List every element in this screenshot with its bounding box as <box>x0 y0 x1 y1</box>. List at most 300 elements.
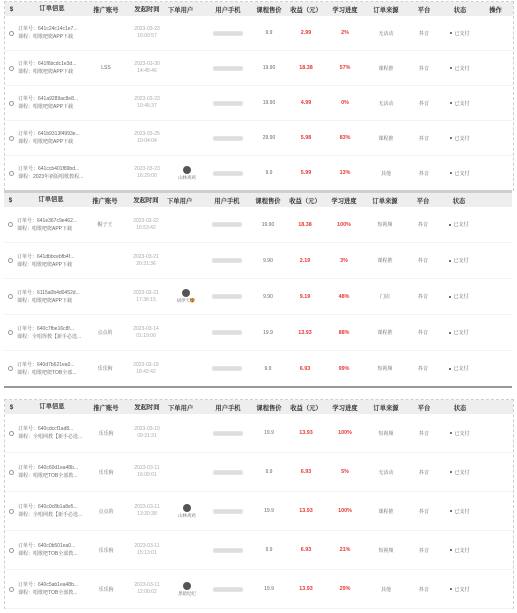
course-name: 课程：唱歌吧爬APP下载 <box>18 139 74 145</box>
header-cell: 课程售价 <box>256 404 282 412</box>
order-table-3 <box>4 399 514 609</box>
status-label: 已支付 <box>454 30 470 37</box>
header-cell: $ <box>9 403 14 411</box>
status <box>442 430 478 437</box>
status-dot-icon <box>450 549 452 551</box>
phone-blurred <box>213 66 243 71</box>
order-source: 其他 <box>380 586 391 593</box>
income: 13.93 <box>298 329 312 336</box>
start-time <box>125 218 167 232</box>
order-source: 课程推 <box>378 508 394 515</box>
start-time <box>125 290 167 304</box>
status <box>442 135 478 142</box>
platform: 抖音 <box>418 547 429 554</box>
start-time <box>126 465 168 479</box>
status-dot-icon <box>449 224 451 226</box>
income: 13.93 <box>299 586 313 592</box>
order-info <box>17 289 85 305</box>
platform: 抖音 <box>417 330 428 336</box>
course-price: 9.90 <box>263 257 273 264</box>
header-cell: 学习进度 <box>332 6 358 14</box>
order-source: 短视频 <box>378 430 394 437</box>
radio-icon[interactable] <box>9 548 14 553</box>
promo-account: 点点的 <box>97 330 113 336</box>
start-date: 2023-03-18 <box>133 361 159 368</box>
start-time <box>125 254 167 268</box>
status-label: 已支付 <box>454 100 470 107</box>
start-clock: 10:04:04 <box>137 138 157 144</box>
row-select[interactable] <box>5 587 18 592</box>
radio-icon[interactable] <box>9 587 14 592</box>
study-progress: 29% <box>339 586 351 592</box>
income: 2.99 <box>300 30 312 36</box>
radio-icon[interactable] <box>8 222 13 227</box>
user-phone <box>206 587 250 592</box>
order-user <box>168 504 206 519</box>
row-select[interactable] <box>4 330 17 335</box>
course-name: 课程：全唱网教【新手必选... <box>18 512 83 518</box>
status-label: 已支付 <box>454 547 470 554</box>
table-row[interactable] <box>5 570 513 609</box>
order-source: 无活动 <box>378 30 394 37</box>
order-info <box>18 60 86 76</box>
user-phone <box>205 222 249 227</box>
promo-account: LSS <box>101 65 111 71</box>
income: 13.93 <box>299 508 313 514</box>
phone-blurred <box>213 587 243 592</box>
radio-icon[interactable] <box>9 509 14 514</box>
order-source: 无活动 <box>378 469 394 476</box>
table-row[interactable] <box>5 414 513 453</box>
header-cell: 下单用户 <box>168 404 194 412</box>
row-select[interactable] <box>4 294 17 299</box>
start-date: 2023-03-14 <box>133 325 159 332</box>
header-cell: 用户手机 <box>215 404 241 412</box>
course-name: 课程：唱歌吧爬APP下载 <box>18 69 74 75</box>
radio-icon[interactable] <box>9 431 14 436</box>
header-cell: 课程售价 <box>256 6 282 14</box>
header-cell: 用户手机 <box>215 6 241 14</box>
table-row[interactable] <box>5 121 513 156</box>
status-dot-icon <box>450 102 452 104</box>
course-name: 课程：2023年新版唱歌教程... <box>18 174 84 180</box>
course-name: 课程：唱歌吧TOB全部教... <box>18 473 78 479</box>
order-info <box>18 95 86 111</box>
start-time <box>126 131 168 145</box>
header-cell: 平台 <box>416 197 430 205</box>
platform: 抖音 <box>418 586 429 593</box>
phone-blurred <box>213 101 243 106</box>
row-select[interactable] <box>5 136 18 141</box>
radio-icon[interactable] <box>9 31 14 36</box>
status <box>442 508 478 515</box>
course-name: 课程：唱歌吧爬TOB全部... <box>17 369 77 376</box>
avatar <box>182 289 190 297</box>
order-info <box>17 217 85 233</box>
course-name: 课程：唱歌吧TOB全部教... <box>18 590 78 596</box>
promo-account: 帽子王 <box>97 222 113 228</box>
status-label: 已支付 <box>453 330 469 336</box>
course-price: 19.9 <box>264 508 274 514</box>
order-number: 订单号：641e367c9e462... <box>17 217 78 224</box>
start-time <box>126 582 168 596</box>
start-time <box>126 26 168 40</box>
study-progress: 100% <box>337 221 351 228</box>
platform: 抖音 <box>418 135 429 142</box>
status-label: 已支付 <box>453 258 469 264</box>
row-select[interactable] <box>5 171 18 176</box>
status <box>441 257 477 264</box>
order-source: 短视频 <box>377 222 393 228</box>
phone-blurred <box>213 31 243 36</box>
start-time <box>126 504 168 518</box>
status <box>442 469 478 476</box>
study-progress: 21% <box>339 547 351 553</box>
income: 5.98 <box>300 135 312 141</box>
order-info <box>17 325 85 341</box>
radio-icon[interactable] <box>9 136 14 141</box>
row-select[interactable] <box>5 31 18 36</box>
study-progress: 57% <box>339 65 351 71</box>
status-label: 已支付 <box>454 469 470 476</box>
income: 5.99 <box>300 170 312 176</box>
header-cell: 订单来源 <box>373 404 399 412</box>
status-label: 已支付 <box>454 135 470 142</box>
study-progress: 83% <box>339 135 351 141</box>
income: 13.93 <box>299 430 313 436</box>
row-select[interactable] <box>5 509 18 514</box>
order-source: 课程推 <box>378 65 394 72</box>
order-number: 订单号：640c7fbe16c8f... <box>17 325 74 332</box>
header-cell: 平台 <box>417 6 431 14</box>
order-source: 课程推 <box>378 135 394 142</box>
study-progress: 3% <box>340 257 348 264</box>
status-dot-icon <box>450 471 452 473</box>
start-clock: 15:13:01 <box>137 550 157 556</box>
status-dot-icon <box>449 332 451 334</box>
header-cell: 下单用户 <box>168 6 194 14</box>
study-progress: 2% <box>341 30 349 36</box>
header-cell: 订单信息 <box>39 5 65 12</box>
phone-blurred <box>212 258 242 263</box>
start-clock: 10:45:37 <box>137 103 157 109</box>
platform: 抖音 <box>418 508 429 515</box>
table-header <box>4 193 512 207</box>
status-label: 已支付 <box>453 222 469 228</box>
order-user <box>168 166 206 181</box>
row-select[interactable] <box>4 366 17 371</box>
promo-account: 乐乐狗 <box>98 430 114 437</box>
row-select[interactable] <box>5 66 18 71</box>
status-dot-icon <box>450 67 452 69</box>
order-table-2 <box>4 193 512 383</box>
header-cell: 订单来源 <box>372 197 398 205</box>
platform: 抖音 <box>417 366 428 372</box>
header-cell: 订单信息 <box>38 196 64 203</box>
header-cell: $ <box>8 196 13 204</box>
header-cell: 学习进度 <box>332 404 358 412</box>
phone-blurred <box>212 330 242 335</box>
phone-blurred <box>213 470 243 475</box>
start-date: 2023-03-11 <box>134 582 160 588</box>
header-cell: 状态 <box>453 404 467 412</box>
user-phone <box>206 431 250 436</box>
header-cell: 收益（元） <box>289 197 321 205</box>
order-number: 订单号：640c5ab1ea48b... <box>18 582 79 588</box>
status-label: 已支付 <box>454 586 470 593</box>
radio-icon[interactable] <box>8 330 13 335</box>
status-dot-icon <box>450 588 452 590</box>
start-clock: 16:29:00 <box>137 173 157 179</box>
platform: 抖音 <box>417 222 428 228</box>
course-price: 19.9 <box>264 430 274 436</box>
table-row[interactable] <box>4 315 512 351</box>
radio-icon[interactable] <box>9 171 14 176</box>
course-price: 19.90 <box>261 221 275 228</box>
status <box>442 100 478 107</box>
user-phone <box>205 294 249 299</box>
table-row[interactable] <box>5 16 513 51</box>
row-select[interactable] <box>5 470 18 475</box>
row-select[interactable] <box>5 548 18 553</box>
table-row[interactable] <box>4 207 512 243</box>
start-date: 2023-03-21 <box>133 253 159 260</box>
course-price: 9.9 <box>265 170 273 176</box>
user-name: 黑暗纪纪 <box>178 590 196 596</box>
header-cell: 推广账号 <box>92 197 118 205</box>
order-number: 订单号：641b9313f4993e... <box>18 131 80 137</box>
table-header <box>5 400 513 414</box>
income: 6.93 <box>300 547 312 553</box>
order-number: 订单号：641ccb401f89bd... <box>18 166 80 172</box>
phone-blurred <box>212 366 242 371</box>
radio-icon[interactable] <box>9 101 14 106</box>
table-row[interactable] <box>5 156 513 191</box>
avatar <box>183 582 191 590</box>
order-number: 订单号：641dbbcebfb4f... <box>17 253 75 260</box>
header-cell: 推广账号 <box>93 6 119 14</box>
header-cell: 发起时间 <box>134 403 160 411</box>
start-date: 2023-03-21 <box>133 289 159 296</box>
row-select[interactable] <box>4 222 17 227</box>
start-clock: 14:45:46 <box>137 68 157 74</box>
start-clock: 12:00:02 <box>137 589 157 595</box>
status-dot-icon <box>450 510 452 512</box>
header-cell: $ <box>9 5 14 13</box>
user-name: 胡伊天🐯 <box>176 298 196 303</box>
order-source: 课程推 <box>377 258 393 264</box>
study-progress: 100% <box>338 430 352 436</box>
header-cell: 课程售价 <box>255 197 281 205</box>
course-name: 课程：唱歌吧爬APP下载 <box>18 104 74 110</box>
start-date: 2023-03-23 <box>134 166 160 172</box>
radio-icon[interactable] <box>9 470 14 475</box>
radio-icon[interactable] <box>8 294 13 299</box>
status-dot-icon <box>449 260 451 262</box>
order-number: 订单号：6115a0b4d0452d... <box>17 289 80 296</box>
radio-icon[interactable] <box>8 366 13 371</box>
order-source: 门店 <box>379 294 390 300</box>
table-header <box>5 2 513 16</box>
start-date: 2023-03-30 <box>134 61 160 67</box>
status <box>442 586 478 593</box>
platform: 抖音 <box>418 469 429 476</box>
course-price: 19.9 <box>264 586 274 592</box>
income: 4.99 <box>300 100 312 106</box>
platform: 抖音 <box>418 100 429 107</box>
order-number: 订单号：641c24c14c1e7... <box>18 26 78 32</box>
order-number: 订单号：641a9289ac8e8... <box>18 96 79 102</box>
study-progress: 5% <box>341 469 349 475</box>
phone-blurred <box>213 171 243 176</box>
section-divider <box>4 386 512 388</box>
status <box>441 329 477 336</box>
start-date: 2023-03-10 <box>134 426 160 432</box>
start-clock: 09:21:31 <box>137 433 157 439</box>
status <box>442 65 478 72</box>
table-row[interactable] <box>4 279 512 315</box>
status-label: 已支付 <box>453 366 469 372</box>
platform: 抖音 <box>418 430 429 437</box>
start-date: 2023-03-25 <box>134 131 160 137</box>
status-dot-icon <box>450 32 452 34</box>
order-source: 无活动 <box>378 100 394 107</box>
row-select[interactable] <box>5 101 18 106</box>
course-name: 课程：全唱网教【新手必选... <box>18 434 83 440</box>
promo-account: 乐乐狗 <box>98 469 114 476</box>
status-label: 已支付 <box>453 294 469 300</box>
order-number: 订单号：640c0b501ea0... <box>18 543 76 549</box>
order-info <box>18 130 86 146</box>
course-price: 9.9 <box>264 365 272 372</box>
table-row[interactable] <box>5 453 513 492</box>
row-select[interactable] <box>5 431 18 436</box>
table-row[interactable] <box>5 86 513 121</box>
start-time <box>125 326 167 340</box>
start-clock: 13:20:38 <box>137 511 157 517</box>
course-name: 课程：唱歌吧TOB全部教... <box>18 551 78 557</box>
phone-blurred <box>212 222 242 227</box>
user-phone <box>206 66 250 71</box>
phone-blurred <box>212 294 242 299</box>
phone-blurred <box>213 509 243 514</box>
order-info <box>17 253 85 269</box>
income: 18.38 <box>299 65 313 71</box>
income: 6.93 <box>299 365 311 372</box>
income: 2.19 <box>299 257 311 264</box>
table-row[interactable] <box>5 492 513 531</box>
status-dot-icon <box>449 368 451 370</box>
order-source: 其他 <box>380 170 391 177</box>
order-info <box>18 425 86 441</box>
start-clock: 18:42:42 <box>136 368 156 375</box>
user-phone <box>206 470 250 475</box>
table-row[interactable] <box>4 243 512 279</box>
order-info <box>18 165 86 181</box>
avatar <box>183 166 191 174</box>
order-number: 订单号：640c0c8b1a8e5... <box>18 504 78 510</box>
order-user <box>168 582 206 597</box>
user-phone <box>206 31 250 36</box>
income: 18.38 <box>298 221 312 228</box>
header-cell: 收益（元） <box>290 404 322 412</box>
study-progress: 100% <box>338 508 352 514</box>
phone-blurred <box>213 548 243 553</box>
study-progress: 13% <box>339 170 351 176</box>
course-name: 课程：唱歌吧爬APP下载 <box>18 34 74 40</box>
promo-account: 乐乐狗 <box>97 366 113 372</box>
row-select[interactable] <box>4 258 17 263</box>
start-time <box>126 61 168 75</box>
course-price: 29.90 <box>262 135 276 141</box>
promo-account: 乐乐狗 <box>98 547 114 554</box>
order-info <box>18 503 86 519</box>
status-dot-icon <box>450 172 452 174</box>
course-price: 19.90 <box>262 100 276 106</box>
order-number: 订单号：641f6bcdc1e3d... <box>18 61 77 67</box>
status <box>441 293 477 300</box>
start-time <box>126 166 168 180</box>
user-name: 山林鸡鸡 <box>178 512 196 518</box>
phone-blurred <box>213 136 243 141</box>
income: 6.93 <box>300 469 312 475</box>
user-name: 山林鸡鸡 <box>178 174 196 180</box>
order-source: 课程推 <box>377 330 393 336</box>
status-label: 已支付 <box>454 508 470 515</box>
header-cell: 学习进度 <box>331 197 357 205</box>
table-row[interactable] <box>5 51 513 86</box>
study-progress: 48% <box>338 293 350 300</box>
start-clock: 16:00:57 <box>137 33 157 39</box>
start-date: 2023-03-23 <box>134 26 160 32</box>
status-label: 已支付 <box>454 65 470 72</box>
table-row[interactable] <box>4 351 512 387</box>
order-info <box>18 464 86 480</box>
start-clock: 20:31:36 <box>136 260 156 267</box>
user-phone <box>205 366 249 371</box>
user-phone <box>206 136 250 141</box>
course-price: 9.9 <box>265 547 273 553</box>
header-cell: 推广账号 <box>93 404 119 412</box>
header-cell: 下单用户 <box>167 197 193 205</box>
radio-icon[interactable] <box>8 258 13 263</box>
header-cell: 收益（元） <box>290 6 322 14</box>
platform: 抖音 <box>417 258 428 264</box>
header-cell: 状态 <box>453 6 467 14</box>
order-info <box>17 361 85 377</box>
start-date: 2023-03-11 <box>134 543 160 549</box>
income: 9.19 <box>299 293 311 300</box>
order-source: 短视频 <box>377 366 393 372</box>
study-progress: 0% <box>341 100 349 106</box>
start-clock: 16:00:01 <box>137 472 157 478</box>
course-name: 课程：唱歌吧爬APP下载 <box>17 297 73 304</box>
order-user <box>167 289 205 304</box>
platform: 抖音 <box>418 170 429 177</box>
course-name: 课程：唱歌吧爬APP下载 <box>17 261 73 268</box>
avatar <box>183 504 191 512</box>
start-time <box>125 362 167 376</box>
status <box>442 547 478 554</box>
status-dot-icon <box>450 137 452 139</box>
order-table-1 <box>4 1 514 191</box>
radio-icon[interactable] <box>9 66 14 71</box>
table-row[interactable] <box>5 531 513 570</box>
start-date: 2023-03-11 <box>134 465 160 471</box>
start-date: 2023-03-11 <box>134 504 160 510</box>
user-phone <box>206 509 250 514</box>
header-cell: 发起时间 <box>134 5 160 13</box>
